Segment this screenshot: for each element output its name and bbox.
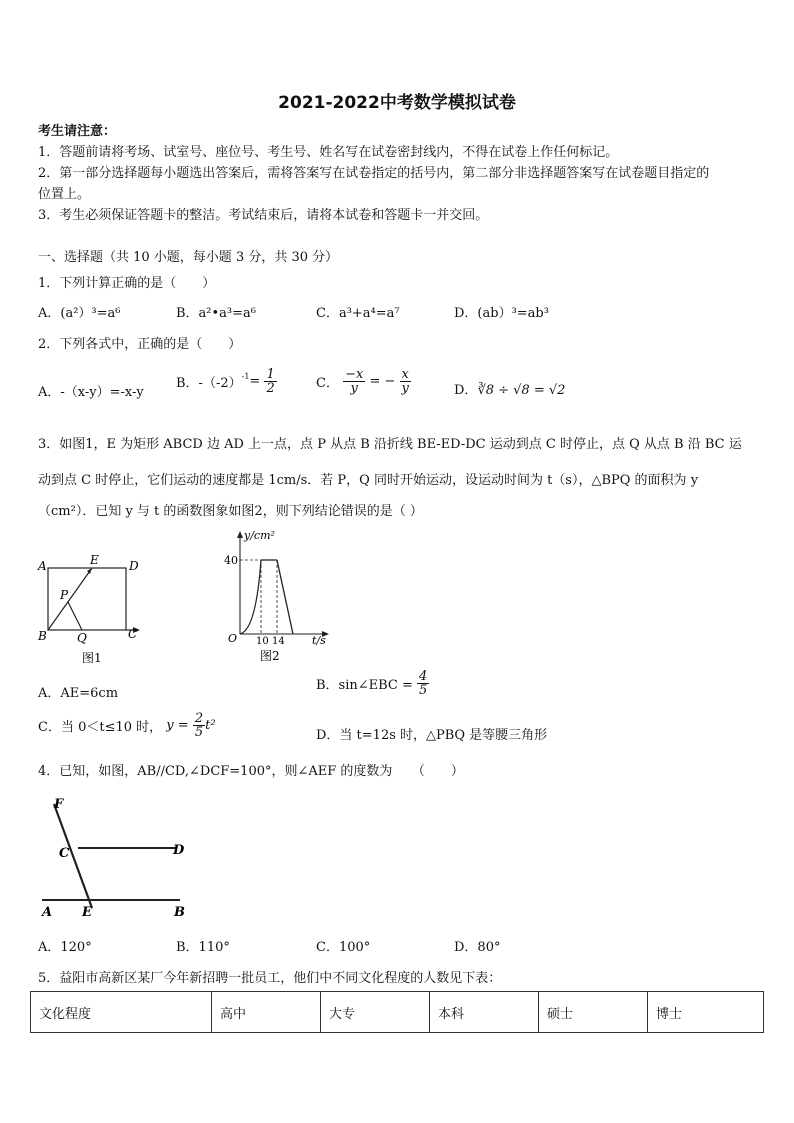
q2-c-den1: y: [350, 381, 358, 396]
fig2-origin: O: [228, 632, 238, 645]
q2-b-exponent: -1: [241, 372, 250, 381]
notice-item-1: 1．答题前请将考场、试室号、座位号、考生号、姓名写在试卷密封线内，不得在试卷上作任何标记。: [38, 145, 619, 160]
notice-header: 考生请注意：: [38, 124, 117, 139]
q4-option-c: C．100°: [316, 940, 371, 955]
q3-line-2: 动到点 C 时停止，它们运动的速度都是 1cm/s．若 P，Q 同时开始运动，设运动时间为 t（s），△BPQ 的面积为 y: [38, 473, 699, 488]
segment-be: [48, 568, 92, 630]
fig2-y40: 40: [224, 554, 238, 567]
q2-b-fraction: [264, 368, 276, 395]
q2-option-b: [176, 368, 277, 395]
table-cell: 高中: [212, 992, 321, 1033]
q2-c-num1: −x: [345, 367, 364, 382]
q1-option-d: D．(ab）³=ab³: [454, 306, 549, 321]
q4-option-a: A．120°: [38, 940, 92, 955]
q3-line-3: （cm²）．已知 y 与 t 的函数图象如图2，则下列结论错误的是（ ）: [38, 504, 423, 519]
q2-b-eq: =: [249, 374, 261, 389]
q2-d-expr: ∛8 ÷ √8 = √2: [477, 383, 566, 398]
q2-option-a: A．-（x-y）=-x-y: [38, 385, 144, 400]
q3-c-prefix: C．当 0＜t≤10 时，: [38, 720, 163, 735]
y-axis-arrow: [237, 531, 243, 538]
fig1-label-e: E: [90, 553, 99, 567]
q2-b-num: 1: [266, 367, 275, 382]
fig1-label-p: P: [60, 588, 69, 602]
fig1-label-b: B: [38, 629, 47, 643]
q4-option-d: D．80°: [454, 940, 501, 955]
q3-b-num: 4: [419, 669, 428, 684]
q5-stem: 5．益阳市高新区某厂今年新招聘一批员工，他们中不同文化程度的人数见下表：: [38, 971, 502, 986]
table-cell: 文化程度: [31, 992, 212, 1033]
q4-label-c: C: [59, 846, 70, 861]
q2-d-prefix: D．: [454, 383, 478, 398]
notice-item-2: 2．第一部分选择题每小题选出答案后，需将答案写在试卷指定的括号内，第二部分非选择题答案写在试卷题目指定的: [38, 166, 710, 181]
q2-c-den2: y: [401, 381, 409, 396]
q3-b-den: 5: [419, 683, 428, 698]
fig2-xlabel: t/s: [312, 634, 326, 647]
falling-segment: [277, 560, 293, 634]
page-title: 2021-2022中考数学模拟试卷: [278, 93, 516, 113]
q3-option-d: D．当 t=12s 时，△PBQ 是等腰三角形: [316, 728, 548, 743]
fig2-t14: 14: [272, 636, 285, 647]
q3-option-c: [38, 712, 216, 739]
q3-c-post: t²: [205, 718, 216, 733]
q1-stem: 1．下列计算正确的是（ ）: [38, 276, 216, 291]
fig1-caption: 图1: [82, 651, 102, 665]
q2-option-d: [454, 379, 565, 398]
q3-b-fraction: [417, 670, 429, 697]
q2-option-c: [316, 368, 411, 395]
q4-stem: 4．已知，如图，AB//CD,∠DCF=100°，则∠AEF 的度数为 （ ）: [38, 764, 464, 779]
q3-c-num: 2: [194, 711, 204, 726]
q2-c-eq: = −: [369, 374, 396, 389]
q2-c-num2: x: [400, 368, 411, 382]
q1-option-a: A．(a²）³=a⁶: [38, 306, 121, 321]
q3-b-prefix: B．sin∠EBC =: [316, 678, 413, 693]
fig1-label-d: D: [129, 559, 139, 573]
q1-option-b: B．a²•a³=a⁶: [176, 306, 256, 321]
q3-c-fraction: [193, 712, 205, 739]
fig2-caption: 图2: [260, 649, 280, 663]
fig2-t10: 10: [256, 636, 269, 647]
notice-item-3: 3．考生必须保证答题卡的整洁。考试结束后，请将本试卷和答题卡一并交回。: [38, 208, 489, 223]
q3-c-den: 5: [194, 725, 204, 740]
fig1-label-c: C: [128, 627, 138, 641]
q4-label-e: E: [82, 905, 92, 920]
q2-c-fraction-2: [400, 368, 411, 395]
table-cell: 大专: [321, 992, 430, 1033]
q2-c-fraction-1: [343, 368, 365, 395]
q3-option-b: [316, 670, 429, 697]
q4-label-b: B: [174, 905, 185, 920]
table-row: [31, 992, 764, 1033]
section-heading: 一、选择题（共 10 小题，每小题 3 分，共 30 分）: [38, 250, 339, 265]
q1-option-c: C．a³+a⁴=a⁷: [316, 306, 400, 321]
q3-figure-2: [220, 526, 340, 666]
q3-line-1: 3．如图1，E 为矩形 ABCD 边 AD 上一点，点 P 从点 B 沿折线 BE-ED-DC 运动到点 C 时停止，点 Q 从点 B 沿 BC 运: [38, 437, 742, 452]
fig1-label-q: Q: [77, 631, 87, 645]
table-cell: 本科: [430, 992, 539, 1033]
table-cell: 硕士: [539, 992, 648, 1033]
q3-figure-1: [30, 548, 160, 666]
q2-b-prefix: B．-（-2）: [176, 376, 242, 391]
notice-item-2-cont: 位置上。: [38, 187, 91, 202]
q4-label-a: A: [42, 905, 53, 920]
segment-pq: [68, 602, 82, 630]
q3-option-a: A．AE=6cm: [38, 686, 119, 701]
q4-label-d: D: [173, 843, 185, 858]
q4-figure: [36, 792, 196, 922]
q2-stem: 2．下列各式中，正确的是（ ）: [38, 337, 242, 352]
q2-c-prefix: C．: [316, 376, 339, 391]
fig1-label-a: A: [38, 559, 47, 573]
fig2-ylabel: y/cm²: [244, 529, 275, 542]
q4-label-f: F: [54, 797, 64, 812]
curve-segment: [240, 560, 261, 634]
q2-b-den: 2: [266, 381, 275, 396]
q3-c-y: y =: [166, 718, 189, 733]
q4-option-b: B．110°: [176, 940, 230, 955]
q5-table: [30, 991, 764, 1033]
table-cell: 博士: [648, 992, 764, 1033]
